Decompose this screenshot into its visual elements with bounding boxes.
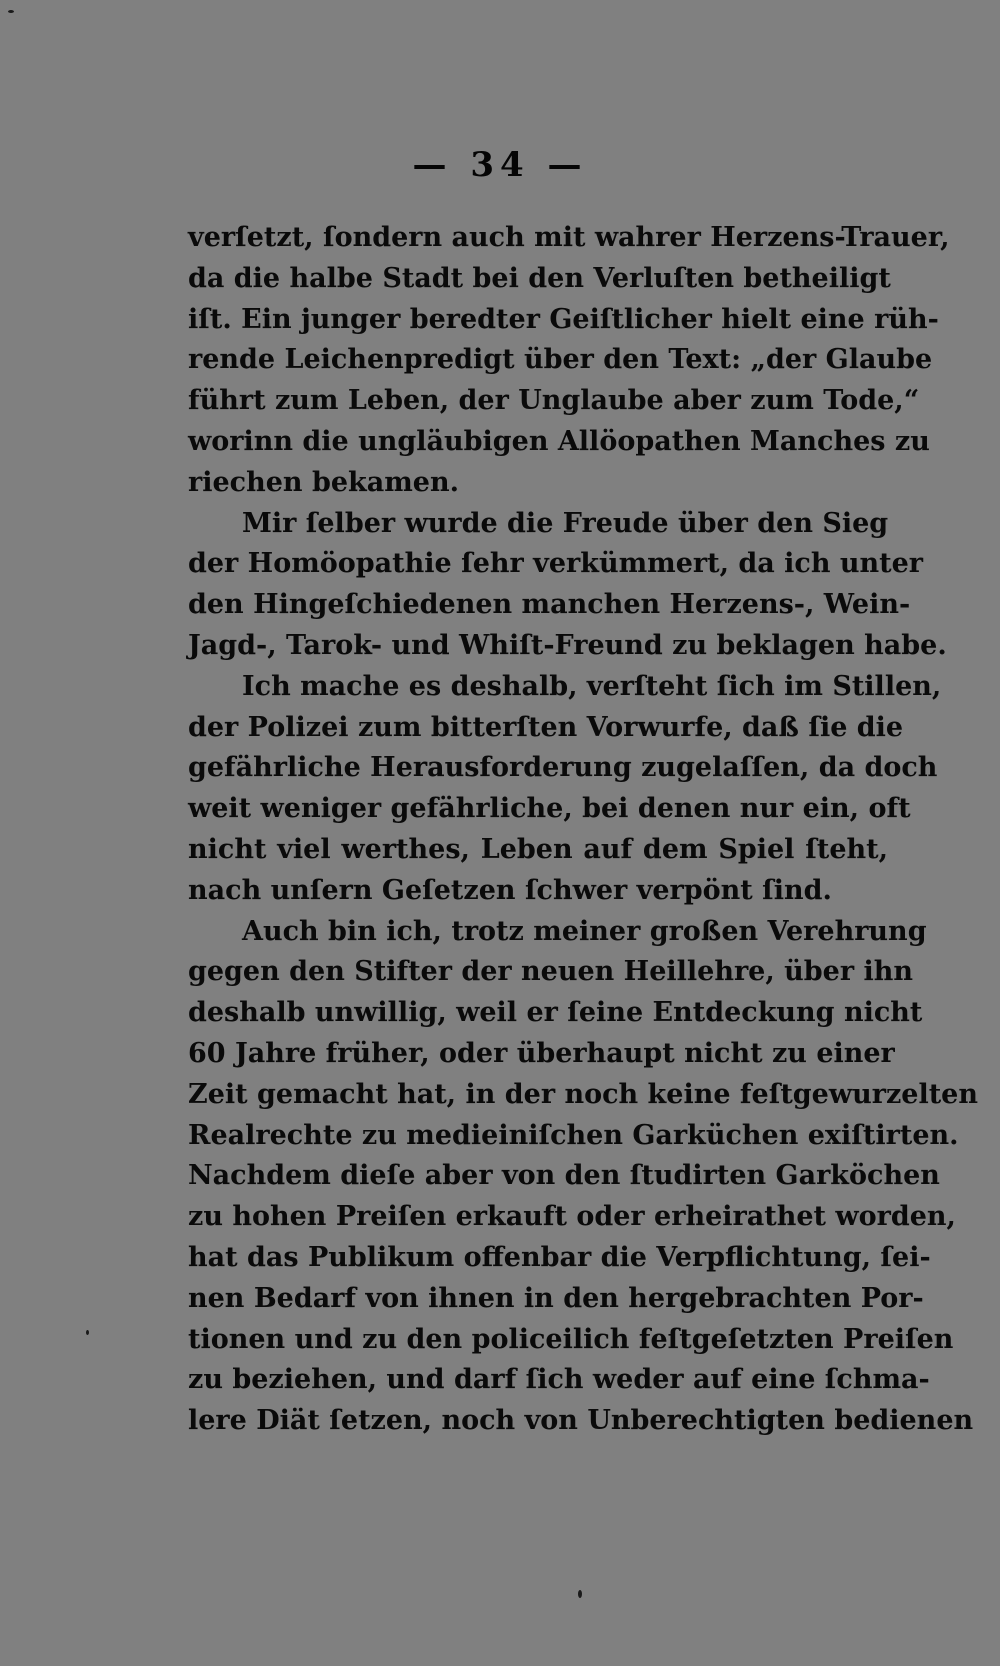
text-line: verſetzt, ſondern auch mit wahrer Herzens-Trauer,: [188, 222, 950, 253]
scan-speck: [8, 10, 14, 13]
text-line: iſt. Ein junger beredter Geiſtlicher hielt eine rüh-: [188, 303, 939, 335]
text-line: nen Bedarf von ihnen in den hergebrachten Por-: [188, 1282, 924, 1314]
text-line: Ich mache es deshalb, verſteht ſich im Stillen,: [242, 670, 942, 702]
text-line: Zeit gemacht hat, in der noch keine feſtgewurzelten: [188, 1078, 978, 1110]
text-line: weit weniger gefährliche, bei denen nur ein, oft: [188, 793, 911, 825]
text-line: nach unſern Geſetzen ſchwer verpönt ſind.: [188, 874, 832, 906]
text-line: der Homöopathie ſehr verkümmert, da ich unter: [188, 548, 924, 580]
text-line: gegen den Stifter der neuen Heillehre, über ihn: [188, 956, 913, 988]
text-line: rende Leichenpredigt über den Text: „der Glaube: [188, 344, 933, 376]
text-line: Nachdem dieſe aber von den ſtudirten Garköchen: [188, 1160, 940, 1192]
text-line: der Polizei zum bitterſten Vorwurfe, daß ſie die: [188, 711, 904, 743]
text-line: worinn die ungläubigen Allöopathen Manches zu: [188, 425, 930, 457]
text-line: führt zum Leben, der Unglaube aber zum Tode,“: [188, 385, 920, 417]
text-line: 60 Jahre früher, oder überhaupt nicht zu einer: [188, 1037, 895, 1069]
text-line: riechen bekamen.: [188, 466, 459, 498]
text-line: tionen und zu den policeilich feſtgeſetzten Preiſen: [188, 1323, 954, 1355]
text-line: Mir ſelber wurde die Freude über den Sieg: [242, 507, 889, 539]
text-line: Realrechte zu medieiniſchen Garküchen exiſtirten.: [188, 1119, 959, 1151]
scan-speck: [578, 1590, 582, 1598]
body-text: [188, 218, 978, 1442]
page-number-header: — 34 —: [412, 145, 588, 185]
scan-speck: [86, 1330, 89, 1335]
text-line: Jagd-, Tarok- und Whiſt-Freund zu beklagen habe.: [188, 629, 947, 661]
text-line: nicht viel werthes, Leben auf dem Spiel ſteht,: [188, 833, 888, 865]
text-line: hat das Publikum offenbar die Verpflichtung, ſei-: [188, 1241, 931, 1273]
text-line: deshalb unwillig, weil er ſeine Entdeckung nicht: [188, 997, 923, 1029]
text-line: lere Diät ſetzen, noch von Unberechtigten bedienen: [188, 1405, 974, 1437]
text-line: da die halbe Stadt bei den Verluſten betheiligt: [188, 262, 891, 294]
text-line: zu beziehen, und darf ſich weder auf eine ſchma-: [188, 1364, 930, 1396]
text-line: gefährliche Herausforderung zugelaſſen, da doch: [188, 752, 938, 784]
text-line: Auch bin ich, trotz meiner großen Verehrung: [242, 915, 927, 947]
text-line: zu hohen Preiſen erkauft oder erheirathet worden,: [188, 1201, 956, 1233]
text-line: den Hingeſchiedenen manchen Herzens-, Wein-: [188, 589, 911, 621]
